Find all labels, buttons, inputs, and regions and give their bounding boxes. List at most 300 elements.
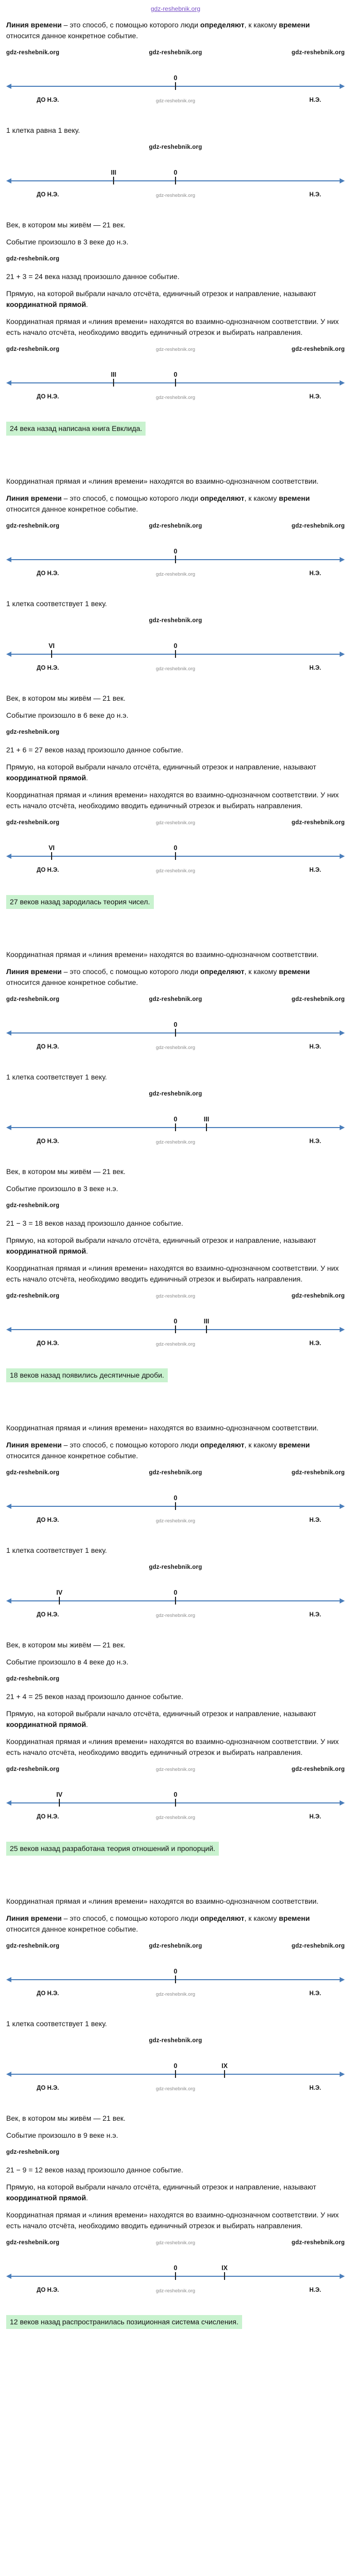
event-tick <box>51 852 52 860</box>
timeline-plain <box>6 1960 345 2000</box>
zero-tick <box>175 1799 176 1807</box>
event-tick <box>59 1799 60 1807</box>
watermark-row <box>6 254 345 265</box>
correspondence-paragraph: Координатная прямая и «линия времени» находятся во взаимно-однозначном соответствии. У них есть начало отсчёта, необходимо вводить единичный отрезок и выбирать направления. <box>6 1737 339 1756</box>
intro-paragraph <box>6 493 345 515</box>
zero-tick <box>175 177 176 184</box>
arrow-right-icon <box>340 1030 345 1036</box>
arrow-right-icon <box>340 2274 345 2279</box>
watermark-row <box>6 1674 345 1685</box>
ad-label: Н.Э. <box>309 570 322 577</box>
intro-paragraph <box>6 1913 345 1935</box>
watermark-row <box>6 2238 345 2249</box>
timeline-labels <box>6 393 345 403</box>
answer-highlight: 12 веков назад распространилась позиционная система счисления. <box>6 2315 242 2329</box>
zero-label: 0 <box>173 2264 178 2272</box>
timeline-with-event <box>6 1309 345 1350</box>
text-segment: – это способ, с помощью которого люди <box>61 967 200 976</box>
cell-note: 1 клетка соответствует 1 веку. <box>6 599 107 608</box>
answer-row <box>6 2315 345 2329</box>
calculation-line: 21 + 4 = 25 веков назад произошло данное событие. <box>6 1692 183 1701</box>
text-segment: . <box>86 774 88 782</box>
arrow-right-icon <box>340 1800 345 1806</box>
term-define: определяют <box>200 967 245 976</box>
timeline-with-event <box>6 363 345 403</box>
timeline-canvas <box>6 2054 345 2083</box>
calculation-line: 21 − 3 = 18 веков назад произошло данное событие. <box>6 1219 183 1227</box>
watermark-row <box>6 142 345 153</box>
watermark: gdz-reshebnik.org <box>291 346 345 353</box>
event-tick <box>224 2272 225 2280</box>
problem-unit-4 <box>6 1423 345 1890</box>
timeline-canvas <box>6 836 345 865</box>
watermark: gdz-reshebnik.org <box>155 666 196 672</box>
ad-label: Н.Э. <box>309 2085 322 2091</box>
watermark: gdz-reshebnik.org <box>291 1470 345 1476</box>
event-tick <box>51 650 52 658</box>
arrow-right-icon <box>340 1977 345 1982</box>
text-segment: – это способ, с помощью которого люди <box>61 21 200 29</box>
arrow-right-icon <box>340 2072 345 2077</box>
watermark-row <box>6 2147 345 2158</box>
ad-label: Н.Э. <box>309 1138 322 1145</box>
bc-label: ДО Н.Э. <box>37 570 59 577</box>
cell-note: 1 клетка соответствует 1 веку. <box>6 2019 107 2028</box>
watermark: gdz-reshebnik.org <box>155 1613 196 1618</box>
watermark: gdz-reshebnik.org <box>6 729 60 736</box>
century-line: Век, в котором мы живём — 21 век. <box>6 694 126 702</box>
bc-label: ДО Н.Э. <box>37 1138 59 1145</box>
watermark-row <box>6 817 345 829</box>
term-timeline: Линия времени <box>6 494 62 502</box>
text-segment: – это способ, с помощью которого люди <box>61 1914 200 1922</box>
watermark: gdz-reshebnik.org <box>155 1341 196 1347</box>
watermark: gdz-reshebnik.org <box>155 2086 196 2092</box>
zero-label: 0 <box>173 1318 178 1325</box>
text-segment: Прямую, на которой выбрали начало отсчёта, единичный отрезок и направление, называют <box>6 289 316 298</box>
text-segment: относится данное конкретное событие. <box>6 32 138 40</box>
watermark: gdz-reshebnik.org <box>6 2240 60 2246</box>
timeline-with-event <box>6 1783 345 1823</box>
coordinate-line-definition <box>6 288 345 310</box>
cell-note: 1 клетка соответствует 1 веку. <box>6 1073 107 1081</box>
watermark: gdz-reshebnik.org <box>155 572 196 577</box>
cell-note: 1 клетка соответствует 1 веку. <box>6 1546 107 1554</box>
ad-label: Н.Э. <box>309 2287 322 2293</box>
zero-label: 0 <box>173 1968 178 1975</box>
timeline-canvas <box>6 1309 345 1338</box>
ad-label: Н.Э. <box>309 1517 322 1523</box>
problem-unit-2 <box>6 476 345 943</box>
zero-tick <box>175 1976 176 1983</box>
watermark: gdz-reshebnik.org <box>6 346 60 353</box>
ad-label: Н.Э. <box>309 97 322 103</box>
text-segment: относится данное конкретное событие. <box>6 1452 138 1460</box>
timeline-canvas <box>6 1107 345 1136</box>
correspondence-paragraph: Координатная прямая и «линия времени» находятся во взаимно-однозначном соответствии. У них есть начало отсчёта, необходимо вводить единичный отрезок и выбирать направления. <box>6 1264 339 1283</box>
event-line: Событие произошло в 3 веке н.э. <box>6 1184 118 1193</box>
answer-highlight: 18 веков назад появились десятичные дроби. <box>6 1368 168 1382</box>
text-segment: Прямую, на которой выбрали начало отсчёта, единичный отрезок и направление, называют <box>6 2183 316 2191</box>
timeline-plain <box>6 1486 345 1526</box>
text-segment: , к какому <box>244 1914 279 1922</box>
timeline-labels <box>6 1989 345 2000</box>
correspondence-paragraph: Координатная прямая и «линия времени» находятся во взаимно-однозначном соответствии. У них есть начало отсчёта, необходимо вводить единичный отрезок и выбирать направления. <box>6 2211 339 2230</box>
zero-tick <box>175 1325 176 1333</box>
zero-tick <box>175 379 176 387</box>
answer-highlight: 25 веков назад разработана теория отношений и пропорций. <box>6 1842 219 1856</box>
bc-label: ДО Н.Э. <box>37 1044 59 1050</box>
coordinate-line-definition <box>6 1708 345 1730</box>
watermark-row <box>6 1764 345 1776</box>
watermark: gdz-reshebnik.org <box>6 1293 60 1300</box>
term-timeline: Линия времени <box>6 1914 62 1922</box>
term-coordinate-line: координатной прямой <box>6 1720 86 1729</box>
watermark: gdz-reshebnik.org <box>155 820 196 826</box>
term-coordinate-line: координатной прямой <box>6 300 86 308</box>
watermark: gdz-reshebnik.org <box>6 996 60 1003</box>
watermark: gdz-reshebnik.org <box>6 1202 60 1209</box>
event-century-label: VI <box>49 844 55 852</box>
answer-row <box>6 422 345 436</box>
arrow-right-icon <box>340 1125 345 1130</box>
watermark: gdz-reshebnik.org <box>149 50 202 56</box>
zero-tick <box>175 650 176 658</box>
timeline-labels <box>6 96 345 106</box>
century-line: Век, в котором мы живём — 21 век. <box>6 1641 126 1649</box>
correspondence-note: Координатная прямая и «линия времени» находятся во взаимно-однозначном соответствии. <box>6 1897 319 1905</box>
watermark: gdz-reshebnik.org <box>149 144 202 151</box>
text-segment: , к какому <box>244 967 279 976</box>
watermark: gdz-reshebnik.org <box>155 1815 196 1821</box>
arrow-right-icon <box>340 652 345 657</box>
event-tick <box>206 1123 207 1131</box>
calculation-line: 21 + 6 = 27 веков назад произошло данное событие. <box>6 746 183 754</box>
text-segment: . <box>86 2194 88 2202</box>
zero-label: 0 <box>173 1116 178 1123</box>
watermark: gdz-reshebnik.org <box>155 346 196 352</box>
bc-label: ДО Н.Э. <box>37 1814 59 1820</box>
term-time: времени <box>279 1441 310 1449</box>
term-define: определяют <box>200 21 245 29</box>
watermark: gdz-reshebnik.org <box>155 1293 196 1299</box>
zero-label: 0 <box>173 642 178 650</box>
cell-note: 1 клетка равна 1 веку. <box>6 126 80 134</box>
timeline-canvas <box>6 634 345 663</box>
watermark: gdz-reshebnik.org <box>6 523 60 530</box>
text-segment: . <box>86 1720 88 1729</box>
watermark: gdz-reshebnik.org <box>149 996 202 1003</box>
bc-label: ДО Н.Э. <box>37 192 59 198</box>
coordinate-line-definition <box>6 762 345 783</box>
watermark: gdz-reshebnik.org <box>149 1564 202 1571</box>
text-segment: относится данное конкретное событие. <box>6 505 138 513</box>
watermark-row <box>6 994 345 1006</box>
bc-label: ДО Н.Э. <box>37 394 59 400</box>
zero-label: 0 <box>173 1589 178 1596</box>
event-century-label: III <box>203 1116 210 1123</box>
event-tick <box>224 2070 225 2078</box>
bc-label: ДО Н.Э. <box>37 1517 59 1523</box>
event-century-label: III <box>203 1318 210 1325</box>
watermark: gdz-reshebnik.org <box>149 2038 202 2044</box>
event-line: Событие произошло в 6 веке до н.э. <box>6 711 129 719</box>
timeline-canvas <box>6 161 345 190</box>
text-segment: , к какому <box>244 21 279 29</box>
text-segment: Прямую, на которой выбрали начало отсчёта, единичный отрезок и направление, называют <box>6 763 316 771</box>
watermark: gdz-reshebnik.org <box>6 256 60 263</box>
ad-label: Н.Э. <box>309 1340 322 1347</box>
ad-label: Н.Э. <box>309 1612 322 1618</box>
watermark-row <box>6 1200 345 1212</box>
timeline-labels <box>6 664 345 674</box>
correspondence-note: Координатная прямая и «линия времени» находятся во взаимно-однозначном соответствии. <box>6 1424 319 1432</box>
coordinate-line-definition <box>6 2182 345 2203</box>
intro-paragraph <box>6 966 345 988</box>
timeline-plain <box>6 1013 345 1053</box>
bc-label: ДО Н.Э. <box>37 867 59 873</box>
term-time: времени <box>279 21 310 29</box>
zero-label: 0 <box>173 548 178 555</box>
zero-label: 0 <box>173 371 178 378</box>
watermark: gdz-reshebnik.org <box>291 1943 345 1950</box>
century-line: Век, в котором мы живём — 21 век. <box>6 1167 126 1176</box>
arrow-right-icon <box>340 854 345 859</box>
zero-label: 0 <box>173 169 178 176</box>
event-century-label: III <box>110 371 117 378</box>
timeline-canvas <box>6 539 345 568</box>
watermark: gdz-reshebnik.org <box>291 996 345 1003</box>
century-line: Век, в котором мы живём — 21 век. <box>6 221 126 229</box>
text-segment: – это способ, с помощью которого люди <box>61 1441 200 1449</box>
bc-label: ДО Н.Э. <box>37 2287 59 2293</box>
correspondence-note: Координатная прямая и «линия времени» находятся во взаимно-однозначном соответствии. <box>6 950 319 959</box>
zero-tick <box>175 556 176 563</box>
event-line: Событие произошло в 3 веке до н.э. <box>6 238 129 246</box>
watermark: gdz-reshebnik.org <box>6 50 60 56</box>
watermark: gdz-reshebnik.org <box>6 2149 60 2156</box>
timeline-with-event <box>6 1581 345 1621</box>
watermark: gdz-reshebnik.org <box>155 1139 196 1145</box>
term-time: времени <box>279 494 310 502</box>
timeline-labels <box>6 1137 345 1148</box>
watermark: gdz-reshebnik.org <box>155 1045 196 1051</box>
ad-label: Н.Э. <box>309 665 322 671</box>
timeline-labels <box>6 1339 345 1350</box>
watermark: gdz-reshebnik.org <box>149 1943 202 1950</box>
problem-unit-5 <box>6 1896 345 2363</box>
event-century-label: IV <box>56 1791 62 1798</box>
timeline-canvas <box>6 1581 345 1610</box>
event-century-label: IX <box>221 2264 228 2272</box>
watermark: gdz-reshebnik.org <box>6 1470 60 1476</box>
answer-highlight: 24 века назад написана книга Евклида. <box>6 422 146 436</box>
bc-label: ДО Н.Э. <box>37 97 59 103</box>
bc-label: ДО Н.Э. <box>37 1612 59 1618</box>
timeline-labels <box>6 2084 345 2094</box>
event-tick <box>206 1325 207 1333</box>
timeline-with-event <box>6 161 345 201</box>
timeline-labels <box>6 866 345 876</box>
watermark: gdz-reshebnik.org <box>155 1992 196 1997</box>
zero-label: 0 <box>173 2062 178 2070</box>
event-line: Событие произошло в 9 веке н.э. <box>6 2131 118 2139</box>
correspondence-paragraph: Координатная прямая и «линия времени» находятся во взаимно-однозначном соответствии. У них есть начало отсчёта, необходимо вводить единичный отрезок и выбирать направления. <box>6 317 339 336</box>
watermark: gdz-reshebnik.org <box>149 523 202 530</box>
answer-row <box>6 1842 345 1856</box>
watermark-row <box>6 1089 345 1100</box>
term-define: определяют <box>200 1914 245 1922</box>
watermark-row <box>6 1941 345 1952</box>
answer-highlight: 27 веков назад зародилась теория чисел. <box>6 895 154 909</box>
century-line: Век, в котором мы живём — 21 век. <box>6 2114 126 2122</box>
watermark: gdz-reshebnik.org <box>155 2240 196 2246</box>
text-segment: Прямую, на которой выбрали начало отсчёта, единичный отрезок и направление, называют <box>6 1236 316 1244</box>
timeline-with-event <box>6 2054 345 2094</box>
watermark-row <box>6 727 345 738</box>
timeline-labels <box>6 191 345 201</box>
watermark-row <box>6 48 345 59</box>
timeline-plain <box>6 539 345 580</box>
watermark: gdz-reshebnik.org <box>149 1470 202 1476</box>
timeline-labels <box>6 569 345 580</box>
term-coordinate-line: координатной прямой <box>6 1247 86 1255</box>
ad-label: Н.Э. <box>309 394 322 400</box>
term-timeline: Линия времени <box>6 1441 62 1449</box>
zero-label: 0 <box>173 74 178 82</box>
bc-label: ДО Н.Э. <box>37 1991 59 1997</box>
zero-tick <box>175 2070 176 2078</box>
arrow-right-icon <box>340 380 345 385</box>
text-segment: , к какому <box>244 494 279 502</box>
watermark: gdz-reshebnik.org <box>291 50 345 56</box>
timeline-with-event <box>6 634 345 674</box>
event-tick <box>113 379 114 387</box>
bc-label: ДО Н.Э. <box>37 1340 59 1347</box>
term-define: определяют <box>200 494 245 502</box>
event-century-label: IV <box>56 1589 62 1596</box>
zero-tick <box>175 82 176 90</box>
timeline-canvas <box>6 1783 345 1812</box>
timeline-with-event <box>6 1107 345 1148</box>
event-tick <box>59 1597 60 1605</box>
term-timeline: Линия времени <box>6 967 62 976</box>
watermark: gdz-reshebnik.org <box>149 1091 202 1098</box>
timeline-canvas <box>6 1013 345 1042</box>
timeline-canvas <box>6 363 345 392</box>
ad-label: Н.Э. <box>309 192 322 198</box>
watermark: gdz-reshebnik.org <box>155 98 196 104</box>
arrow-right-icon <box>340 557 345 562</box>
timeline-plain <box>6 66 345 106</box>
watermark: gdz-reshebnik.org <box>291 523 345 530</box>
timeline-labels <box>6 1611 345 1621</box>
text-segment: . <box>86 300 88 308</box>
zero-label: 0 <box>173 1494 178 1502</box>
watermark: gdz-reshebnik.org <box>155 868 196 874</box>
watermark: gdz-reshebnik.org <box>291 2240 345 2246</box>
answer-row <box>6 895 345 909</box>
text-segment: , к какому <box>244 1441 279 1449</box>
timeline-labels <box>6 1813 345 1823</box>
event-century-label: III <box>110 169 117 176</box>
intro-paragraph <box>6 1440 345 1461</box>
timeline-with-event <box>6 836 345 876</box>
zero-tick <box>175 1502 176 1510</box>
watermark-row <box>6 2035 345 2047</box>
arrow-right-icon <box>340 178 345 183</box>
timeline-canvas <box>6 2256 345 2285</box>
watermark: gdz-reshebnik.org <box>155 1518 196 1524</box>
timeline-canvas <box>6 66 345 95</box>
zero-tick <box>175 1123 176 1131</box>
term-timeline: Линия времени <box>6 21 62 29</box>
answer-row <box>6 1368 345 1382</box>
calculation-line: 21 + 3 = 24 века назад произошло данное событие. <box>6 272 180 281</box>
watermark: gdz-reshebnik.org <box>155 1766 196 1772</box>
timeline-canvas <box>6 1960 345 1988</box>
event-century-label: VI <box>49 642 55 650</box>
timeline-with-event <box>6 2256 345 2296</box>
timeline-labels <box>6 1516 345 1526</box>
ad-label: Н.Э. <box>309 1991 322 1997</box>
watermark: gdz-reshebnik.org <box>155 2288 196 2294</box>
text-segment: относится данное конкретное событие. <box>6 978 138 986</box>
term-coordinate-line: координатной прямой <box>6 2194 86 2202</box>
arrow-right-icon <box>340 1598 345 1603</box>
watermark-row <box>6 521 345 532</box>
zero-label: 0 <box>173 1021 178 1028</box>
watermark: gdz-reshebnik.org <box>155 395 196 400</box>
watermark: gdz-reshebnik.org <box>291 1293 345 1300</box>
watermark-row <box>6 1468 345 1479</box>
arrow-right-icon <box>340 1504 345 1509</box>
coordinate-line-definition <box>6 1235 345 1257</box>
watermark: gdz-reshebnik.org <box>291 1766 345 1773</box>
watermark: gdz-reshebnik.org <box>291 820 345 826</box>
text-segment: – это способ, с помощью которого люди <box>61 494 200 502</box>
correspondence-note: Координатная прямая и «линия времени» находятся во взаимно-однозначном соответствии. <box>6 477 319 485</box>
text-segment: относится данное конкретное событие. <box>6 1925 138 1933</box>
problem-unit-3 <box>6 949 345 1416</box>
ad-label: Н.Э. <box>309 867 322 873</box>
bc-label: ДО Н.Э. <box>37 2085 59 2091</box>
arrow-right-icon <box>340 84 345 89</box>
term-time: времени <box>279 967 310 976</box>
timeline-labels <box>6 2286 345 2296</box>
zero-tick <box>175 1597 176 1605</box>
intro-paragraph <box>6 20 345 41</box>
problem-unit-1 <box>6 20 345 470</box>
correspondence-paragraph: Координатная прямая и «линия времени» находятся во взаимно-однозначном соответствии. У них есть начало отсчёта, необходимо вводить единичный отрезок и выбирать направления. <box>6 791 339 810</box>
zero-label: 0 <box>173 844 178 852</box>
zero-tick <box>175 2272 176 2280</box>
zero-tick <box>175 852 176 860</box>
term-time: времени <box>279 1914 310 1922</box>
watermark: gdz-reshebnik.org <box>6 1676 60 1683</box>
event-century-label: IX <box>221 2062 228 2070</box>
timeline-labels <box>6 1043 345 1053</box>
watermark: gdz-reshebnik.org <box>6 820 60 826</box>
site-watermark-link[interactable]: gdz-reshebnik.org <box>150 5 201 12</box>
timeline-canvas <box>6 1486 345 1515</box>
text-segment: . <box>86 1247 88 1255</box>
bc-label: ДО Н.Э. <box>37 665 59 671</box>
zero-label: 0 <box>173 1791 178 1798</box>
event-line: Событие произошло в 4 веке до н.э. <box>6 1658 129 1666</box>
watermark-row <box>6 1562 345 1574</box>
event-tick <box>113 177 114 184</box>
